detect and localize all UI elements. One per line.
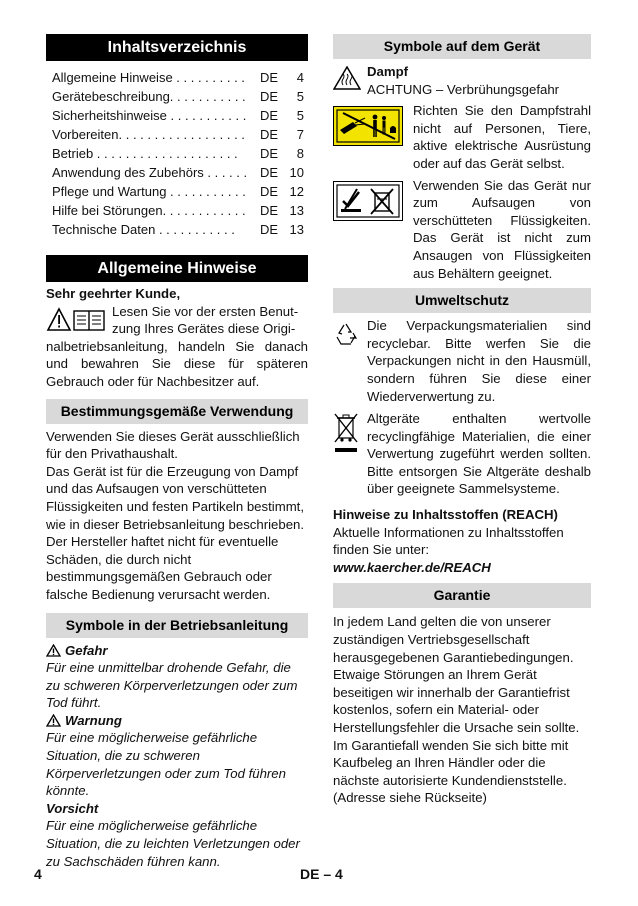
toc-entry-title: Gerätebeschreibung. . . . . . . . . . .: [52, 89, 246, 104]
toc-entry-title: Allgemeine Hinweise . . . . . . . . . .: [52, 70, 245, 85]
warranty-address-note: (Adresse siehe Rückseite): [333, 790, 487, 806]
vacuum-symbol-row: [333, 177, 591, 283]
page-footer: [0, 866, 638, 886]
toc-entry-lang: DE: [260, 108, 279, 123]
toc-entry-title: Anwendung des Zubehörs . . . . . .: [52, 165, 248, 180]
toc-entry[interactable]: [52, 87, 304, 106]
steam-symbol-row: [333, 63, 591, 98]
toc-entry-page: 13: [289, 222, 304, 237]
toc-entry-title: Technische Daten . . . . . . . . . . .: [52, 222, 235, 237]
toc-entry[interactable]: [52, 201, 304, 220]
disposal-row: [333, 410, 591, 498]
toc-entry-title: Betrieb . . . . . . . . . . . . . . . . . . . .: [52, 146, 238, 161]
crossed-out-bin-icon: [333, 412, 359, 456]
warning-text: Für eine möglicherweise gefährliche Situation, die zu schweren Körperverletzungen oder zum Tod führen könnte.: [46, 730, 286, 799]
toc-entry-lang: DE: [260, 127, 279, 142]
toc-entry[interactable]: [52, 220, 304, 239]
toc-entry-page: 8: [296, 146, 304, 161]
toc-entry-lang: DE: [260, 70, 279, 85]
hot-steam-warning-icon: [333, 66, 361, 90]
toc-entry-lang: DE: [260, 222, 279, 237]
toc-entry[interactable]: [52, 106, 304, 125]
toc-entry-lang: DE: [260, 89, 279, 104]
toc-entry-title: Sicherheitshinweise . . . . . . . . . . .: [52, 108, 247, 123]
toc-entry-lang: DE: [260, 165, 279, 180]
manual-symbols-section: [46, 642, 308, 871]
toc-entry-title: Hilfe bei Störungen. . . . . . . . . . . .: [52, 203, 246, 218]
danger-label-row: [46, 642, 308, 660]
read-manual-icons: [46, 303, 112, 338]
read-manual-icon: [46, 307, 108, 333]
reach-link[interactable]: www.kaercher.de/REACH: [333, 559, 491, 575]
table-of-contents: [46, 61, 308, 239]
toc-entry-page: 4: [296, 70, 304, 85]
intro-line-2: zung Ihres Gerätes diese Origi-: [112, 321, 296, 337]
danger-text: Für eine unmittelbar drohende Gefahr, die zu schweren Körperverletzungen oder zum Tod führt.: [46, 660, 298, 711]
intended-use-para: Der Hersteller haftet nicht für eventuelle Schäden, die durch nicht bestimmungsgemäßen Gebrauch oder falsche Bedienung verursacht werden.: [46, 534, 279, 602]
intro-text: nalbetriebsanleitung, handeln Sie danach und bewahren Sie diese für späteren Gebrauch oder für Nachbesitzer auf.: [46, 338, 308, 389]
intended-use-section: [46, 428, 308, 604]
toc-entry-lang: DE: [260, 146, 279, 161]
toc-entry-page: 7: [296, 127, 304, 142]
warning-label: Warnung: [65, 712, 122, 728]
jet-text: Richten Sie den Dampfstrahl nicht auf Personen, Tiere, aktive elektrische Ausrüstung oder auf das Gerät selbst.: [413, 103, 591, 171]
packaging-row: [333, 317, 591, 405]
intro-line-1: Lesen Sie vor der ersten Benut-: [112, 303, 299, 319]
toc-entry-page: 13: [289, 203, 304, 218]
disposal-text: Altgeräte enthalten wertvolle recyclingfähige Materialien, die einer Verwertung zugeführt werden sollten. Bitte entsorgen Sie Altgeräte deshalb über geeignete Sammelsysteme.: [367, 411, 591, 497]
manual-symbols-heading: Symbole in der Betriebsanleitung: [46, 613, 308, 638]
environment-heading: Umweltschutz: [333, 288, 591, 313]
warranty-text: In jedem Land gelten die von unserer zuständigen Vertriebsgesellschaft herausgegebenen Garantiebedingungen. Etwaige Störungen an Ihrem Gerät beseitigen wir innerhalb der Garantiefrist kostenlos, sofern ein Material- oder Herstellungsfehler die Ursache sein sollte. Im Garantiefall wenden Sie sich bitte mit Kaufbeleg an Ihren Händler oder die nächste autorisierte Kundendienststelle.: [333, 614, 580, 788]
jet-symbol-row: [333, 102, 591, 172]
warranty-section: [333, 613, 591, 807]
toc-entry-page: 5: [296, 108, 304, 123]
toc-entry[interactable]: [52, 144, 304, 163]
toc-entry-lang: DE: [260, 203, 279, 218]
reach-heading: Hinweise zu Inhaltsstoffen (REACH): [333, 507, 558, 523]
steam-text: ACHTUNG – Verbrühungsgefahr: [367, 81, 560, 97]
intended-use-heading: Bestimmungsgemäße Verwendung: [46, 399, 308, 424]
toc-heading: Inhaltsverzeichnis: [46, 34, 308, 61]
danger-label: Gefahr: [65, 642, 108, 658]
warning-triangle-icon: [46, 644, 61, 657]
vacuum-text: Verwenden Sie das Gerät nur zum Aufsaugen von verschütteten Flüssigkeiten. Das Gerät ist nicht zum Ansaugen von Flüssigkeiten aus Behältern geeignet.: [413, 177, 591, 281]
reach-text: Aktuelle Informationen zu Inhaltsstoffen finden Sie unter:: [333, 524, 564, 558]
intended-use-para: Das Gerät ist für die Erzeugung von Dampf und das Aufsaugen von verschütteten Flüssigkeiten und festen Partikeln bestimmt, wie in dieser Betriebsanleitung beschrieben.: [46, 463, 305, 532]
recycling-icon: [333, 321, 359, 347]
right-column: [333, 34, 591, 807]
toc-entry-title: Vorbereiten. . . . . . . . . . . . . . . . . .: [52, 127, 245, 142]
page-number: 4: [34, 866, 42, 882]
device-symbols-heading: Symbole auf dem Gerät: [333, 34, 591, 59]
intro-block: [46, 303, 308, 338]
no-steam-at-people-icon: [333, 106, 403, 146]
caution-label: Vorsicht: [46, 800, 99, 816]
toc-entry[interactable]: [52, 125, 304, 144]
toc-entry[interactable]: [52, 68, 304, 87]
intended-use-para: Verwenden Sie dieses Gerät ausschließlich für den Privathaushalt.: [46, 428, 300, 462]
caution-text: Für eine möglicherweise gefährliche Situation, die zu leichten Verletzungen oder zu Sachschäden führen kann.: [46, 818, 300, 869]
toc-entry-page: 5: [296, 89, 304, 104]
toc-entry[interactable]: [52, 182, 304, 201]
left-column: [46, 34, 308, 870]
toc-entry-title: Pflege und Wartung . . . . . . . . . . .: [52, 184, 246, 199]
toc-entry[interactable]: [52, 163, 304, 182]
general-heading: Allgemeine Hinweise: [46, 255, 308, 282]
footer-center-label: DE – 4: [300, 866, 343, 882]
packaging-text: Die Verpackungsmaterialien sind recyclebar. Bitte werfen Sie die Verpackungen nicht in den Hausmüll, sondern führen Sie diese einer Wiederverwertung zu.: [367, 318, 591, 404]
steam-title: Dampf: [367, 64, 409, 79]
vacuum-liquids-only-icon: [333, 181, 403, 221]
warranty-heading: Garantie: [333, 583, 591, 608]
warning-label-row: [46, 712, 308, 730]
reach-section: [333, 506, 591, 576]
toc-entry-lang: DE: [260, 184, 279, 199]
toc-entry-page: 10: [289, 165, 304, 180]
toc-entry-page: 12: [289, 184, 304, 199]
warning-triangle-icon: [46, 714, 61, 727]
general-section: [46, 285, 308, 391]
greeting: Sehr geehrter Kunde,: [46, 286, 181, 301]
